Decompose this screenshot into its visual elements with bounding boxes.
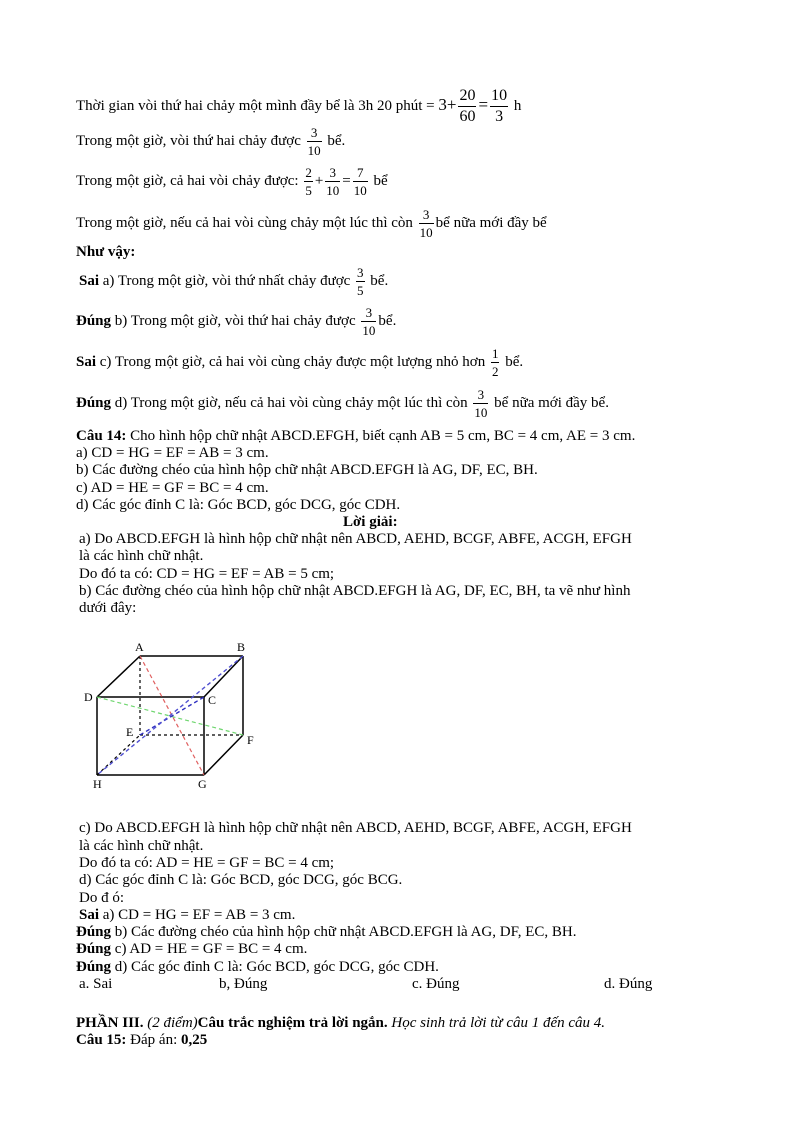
solution-line: a) Do ABCD.EFGH là hình hộp chữ nhật nên ABCD, AEHD, BCGF, ABFE, ACGH, EFGH [79, 531, 632, 547]
solution-line: là các hình chữ nhật. [79, 838, 204, 854]
summary-title: Như vậy: [76, 244, 136, 260]
solution-line: c) Do ABCD.EFGH là hình hộp chữ nhật nên ABCD, AEHD, BCGF, ABFE, ACGH, EFGH [79, 820, 632, 836]
math: + [446, 94, 457, 114]
question-label: Câu 14: [76, 428, 127, 444]
vertex-label-A: A [135, 640, 144, 654]
remain-line [76, 208, 547, 239]
q14-option-d: d) Các góc đỉnh C là: Góc BCD, góc DCG, góc CDH. [76, 497, 401, 513]
fraction: $\frac{20}{60}$ [459, 87, 476, 125]
section-title: Câu trắc nghiệm trả lời ngắn. [197, 1015, 388, 1031]
solution-title: Lời giải: [343, 514, 398, 530]
solution-line: Do đ ó: [79, 890, 124, 906]
solution-line: là các hình chữ nhật. [79, 548, 204, 564]
instruction: Học sinh trả lời từ câu 1 đến câu 4. [391, 1015, 606, 1031]
result-a: Sai a) CD = HG = EF = AB = 3 cm. [79, 907, 296, 923]
math: 3 [438, 94, 447, 114]
diagonal-EC [140, 697, 204, 735]
part3-header [76, 1015, 605, 1032]
vertex-label-G: G [198, 777, 207, 791]
vertex-label-B: B [237, 640, 246, 654]
fraction: $\frac{3}{10}$ [474, 387, 488, 420]
vertex-label-D: D [84, 690, 93, 704]
vertex-label-H: H [93, 777, 102, 791]
answer-value: 0,25 [181, 1032, 208, 1048]
summary-d: Đúng d) Trong một giờ, nếu cả hai vòi cùng chảy một lúc thì còn $\frac{3}{10}$ bể nữa mới đầy bể. [76, 387, 609, 420]
cuboid-figure [80, 640, 260, 800]
verdict-label: Sai [79, 272, 100, 289]
text: bể [373, 172, 388, 189]
vertex-label-F: F [247, 733, 254, 747]
result-b: Đúng b) Các đường chéo của hình hộp chữ nhật ABCD.EFGH là AG, DF, EC, BH. [76, 924, 577, 940]
text: h [513, 97, 522, 114]
summary-a: Sai a) Trong một giờ, vòi thứ nhất chảy được $\frac{3}{5}$ bể. [79, 265, 389, 298]
fraction: $\frac{3}{10}$ [307, 125, 321, 158]
text: bể. [327, 132, 346, 149]
q14-option-a: a) CD = HG = EF = AB = 3 cm. [76, 445, 269, 461]
q14-option-b: b) Các đường chéo của hình hộp chữ nhật ABCD.EFGH là AG, DF, EC, BH. [76, 462, 538, 478]
fraction: $\frac{3}{10}$ [326, 165, 340, 198]
verdict-label: Đúng [76, 959, 112, 975]
text: Thời gian vòi thứ hai chảy một mình đầy bể là 3h 20 phút [76, 97, 423, 114]
answer-d: d. Đúng [604, 976, 653, 992]
verdict-label: Sai [76, 353, 97, 370]
verdict-label: Đúng [76, 924, 112, 940]
vertex-label-C: C [208, 693, 217, 707]
solution-line: d) Các góc đỉnh C là: Góc BCD, góc DCG, góc BCG. [79, 872, 403, 888]
verdict-label: Đúng [76, 394, 112, 411]
summary-c: Sai c) Trong một giờ, cả hai vòi cùng chảy được một lượng nhỏ hơn $\frac{1}{2}$ bể. [76, 346, 524, 379]
fraction: $\frac{2}{5}$ [305, 165, 312, 198]
text: Trong một giờ, vòi thứ hai chảy được [76, 132, 301, 149]
fraction: $\frac{3}{10}$ [419, 207, 433, 240]
answer-a: a. Sai [79, 976, 113, 992]
text: bể nữa mới đầy bể [435, 214, 547, 231]
verdict-label: Đúng [76, 312, 112, 329]
points: (2 điểm) [147, 1015, 198, 1031]
text: = [426, 97, 435, 114]
fraction: $\frac{3}{5}$ [357, 265, 364, 298]
question-label: Câu 15: [76, 1032, 127, 1048]
time-line [76, 88, 521, 125]
solution-line: dưới đây: [79, 600, 137, 616]
text: Trong một giờ, nếu cả hai vòi cùng chảy một lúc thì còn [76, 214, 413, 231]
result-d: Đúng d) Các góc đỉnh C là: Góc BCD, góc DCG, góc CDH. [76, 959, 439, 975]
q14-option-c: c) AD = HE = GF = BC = 4 cm. [76, 480, 269, 496]
q15-line: Câu 15: Đáp án: 0,25 [76, 1032, 208, 1048]
vertex-label-E: E [126, 725, 134, 739]
text: Trong một giờ, cả hai vòi chảy được: [76, 172, 299, 189]
fraction: $\frac{1}{2}$ [491, 346, 499, 379]
fraction: $\frac{7}{10}$ [353, 165, 367, 198]
verdict-label: Sai [79, 907, 100, 923]
summary-b: Đúng b) Trong một giờ, vòi thứ hai chảy được $\frac{3}{10}$ bể. [76, 305, 397, 338]
fraction: $\frac{3}{10}$ [362, 305, 376, 338]
solution-line: Do đó ta có: AD = HE = GF = BC = 4 cm; [79, 855, 335, 871]
verdict-label: Đúng [76, 941, 112, 957]
section-label: PHẦN III. [76, 1015, 144, 1031]
answer-c: c. Đúng [412, 976, 460, 992]
answer-b: b, Đúng [219, 976, 268, 992]
solution-line: Do đó ta có: CD = HG = EF = AB = 5 cm; [79, 566, 335, 582]
solution-line: b) Các đường chéo của hình hộp chữ nhật ABCD.EFGH là AG, DF, EC, BH, ta vẽ như hình [79, 583, 631, 599]
rate-line-both: Trong một giờ, cả hai vòi chảy được: $\frac{2}{5}$ + $\frac{3}{10}$ = $\frac{7}{10}$ bể [76, 165, 388, 198]
q14-stem: Câu 14: Cho hình hộp chữ nhật ABCD.EFGH, biết cạnh AB = 5 cm, BC = 4 cm, AE = 3 cm. [76, 428, 636, 444]
fraction: $\frac{10}{3}$ [491, 87, 508, 125]
result-c: Đúng c) AD = HE = GF = BC = 4 cm. [76, 941, 308, 957]
rate-line-2 [76, 126, 345, 157]
math: = [478, 94, 489, 114]
